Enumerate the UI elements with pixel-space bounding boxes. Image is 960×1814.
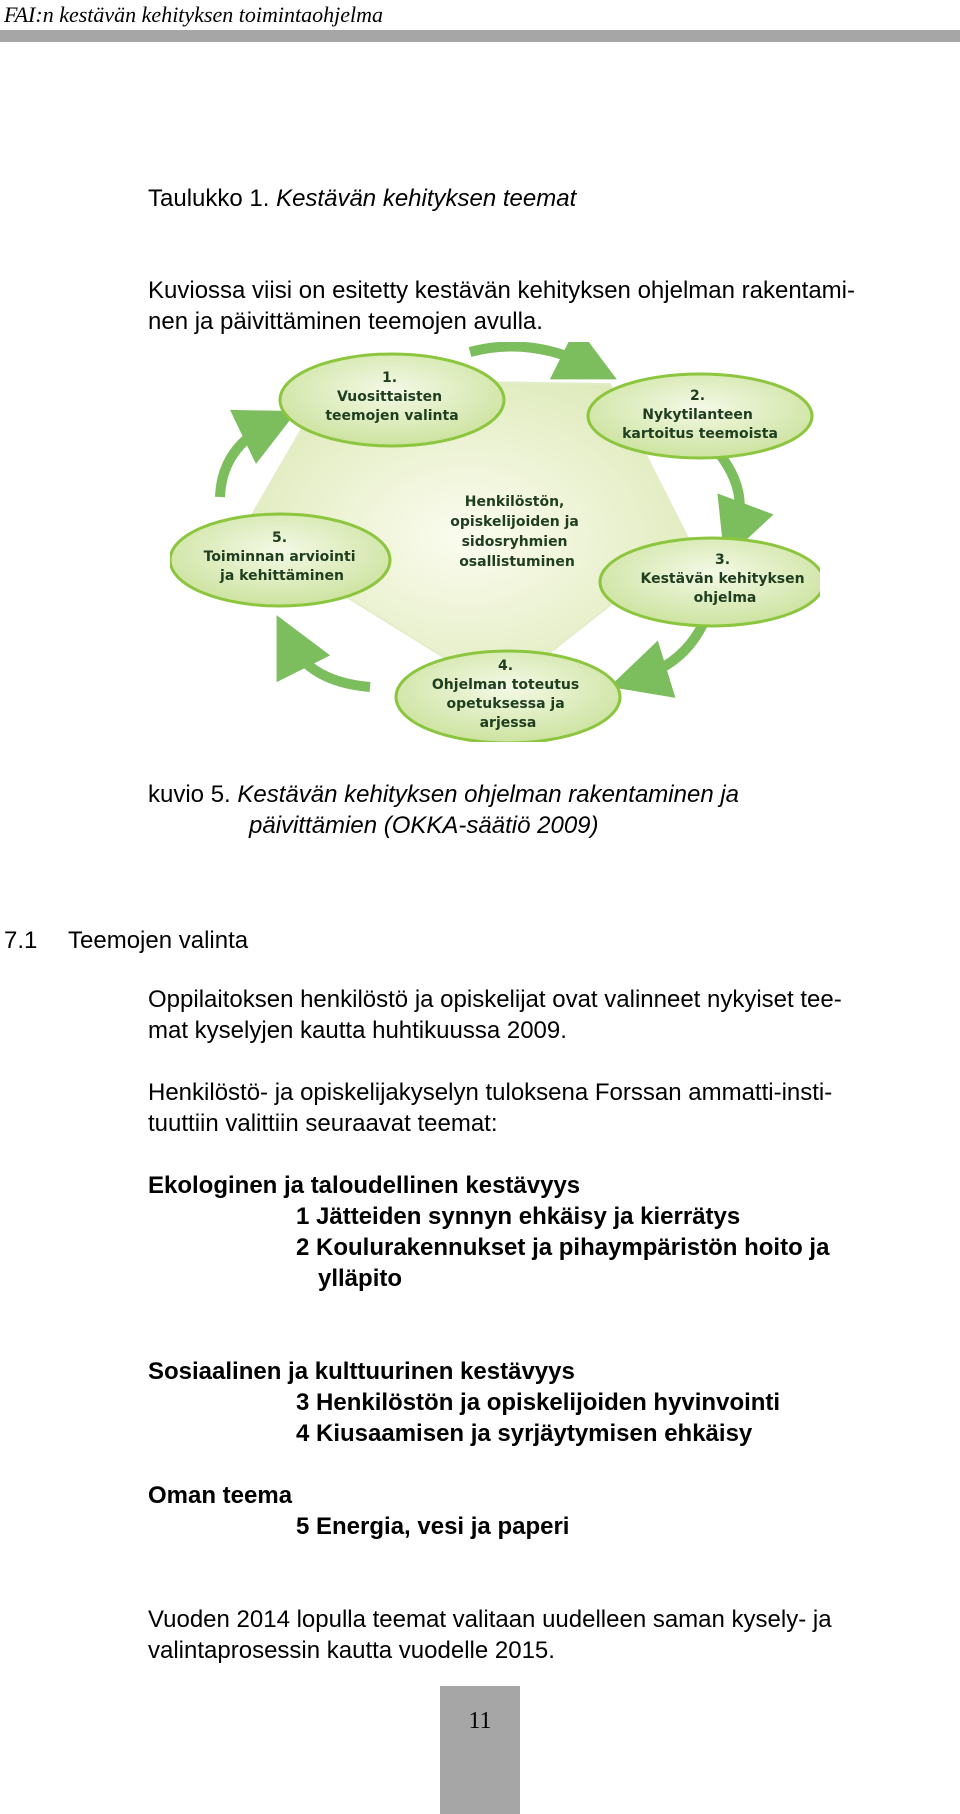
table-caption-text: Kestävän kehityksen teemat (276, 185, 577, 212)
center-label-line-2: opiskelijoiden ja (450, 514, 579, 530)
table-caption (148, 183, 576, 214)
step-1-line-2: teemojen valinta (325, 408, 459, 424)
step-4-number: 4. (498, 658, 514, 674)
step-3-number: 3. (715, 552, 731, 568)
figure-caption-line-2: päivittämien (OKKA-säätiö 2009) (249, 812, 599, 839)
para2-line-2: tuuttiin valittiin seuraavat teemat: (148, 1110, 498, 1137)
theme-group-2-heading: Sosiaalinen ja kulttuurinen kestävyys (148, 1358, 575, 1385)
step-4-line-2: opetuksessa ja (446, 696, 565, 712)
step-5-line-1: Toiminnan arviointi (203, 549, 356, 565)
theme-item-4: 4 Kiusaamisen ja syrjäytymisen ehkäisy (296, 1420, 753, 1447)
intro-line-2: nen ja päivittäminen teemojen avulla. (148, 308, 543, 335)
program-cycle-diagram (170, 342, 820, 742)
document-header-title: FAI:n kestävän kehityksen toimintaohjelma (4, 2, 383, 27)
arrow-4-to-5 (290, 642, 370, 687)
step-3-line-2: ohjelma (693, 590, 757, 606)
theme-item-2-continued: ylläpito (318, 1265, 403, 1292)
step-2-line-1: Nykytilanteen (642, 407, 753, 423)
step-3-line-1: Kestävän kehityksen (640, 571, 805, 587)
intro-line-1: Kuviossa viisi on esitetty kestävän kehityksen ohjelman rakentami- (148, 277, 855, 304)
program-cycle-svg (170, 342, 820, 742)
theme-item-3: 3 Henkilöstön ja opiskelijoiden hyvinvointi (296, 1389, 781, 1416)
closing-line-1: Vuoden 2014 lopulla teemat valitaan uudelleen saman kysely- ja (148, 1606, 832, 1633)
theme-group-3-heading: Oman teema (148, 1482, 293, 1509)
table-caption-prefix: Taulukko 1. (148, 185, 277, 212)
center-label-line-4: osallistuminen (459, 554, 575, 570)
figure-caption-prefix: kuvio 5. (148, 781, 238, 808)
center-label-line-3: sidosryhmien (461, 534, 568, 550)
step-1-number: 1. (382, 370, 398, 386)
para2-line-1: Henkilöstö- ja opiskelijakyselyn tuloksena Forssan ammatti-insti- (148, 1079, 833, 1106)
arrow-2-to-3 (718, 452, 740, 532)
closing-line-2: valintaprosessin kautta vuodelle 2015. (148, 1637, 555, 1664)
theme-item-5: 5 Energia, vesi ja paperi (296, 1513, 570, 1540)
theme-item-2: 2 Koulurakennukset ja pihaympäristön hoito ja (296, 1234, 830, 1261)
arrow-1-to-2 (470, 346, 590, 366)
para1-line-1: Oppilaitoksen henkilöstö ja opiskelijat ovat valinneet nykyiset tee- (148, 986, 842, 1013)
theme-item-1: 1 Jätteiden synnyn ehkäisy ja kierrätys (296, 1203, 741, 1230)
page-number-box (440, 1686, 520, 1814)
para1-line-2: mat kyselyjen kautta huhtikuussa 2009. (148, 1017, 567, 1044)
figure-caption-line-1 (148, 779, 739, 810)
step-5-number: 5. (272, 530, 288, 546)
theme-group-1-heading: Ekologinen ja taloudellinen kestävyys (148, 1172, 581, 1199)
page-number: 11 (468, 1708, 492, 1734)
step-4-line-3: arjessa (479, 715, 537, 731)
arrow-5-to-1 (220, 424, 270, 497)
step-5-line-2: ja kehittäminen (220, 568, 344, 584)
step-4-line-1: Ohjelman toteutus (431, 677, 580, 693)
header-divider (0, 30, 960, 42)
figure-caption-text: Kestävän kehityksen ohjelman rakentaminen ja (237, 781, 740, 808)
step-1-line-1: Vuosittaisten (336, 389, 443, 405)
center-label-line-1: Henkilöstön, (464, 494, 565, 510)
section-number: 7.1 (4, 927, 38, 954)
step-2-number: 2. (690, 388, 706, 404)
step-2-line-2: kartoitus teemoista (622, 426, 778, 442)
section-title: Teemojen valinta (68, 927, 249, 954)
